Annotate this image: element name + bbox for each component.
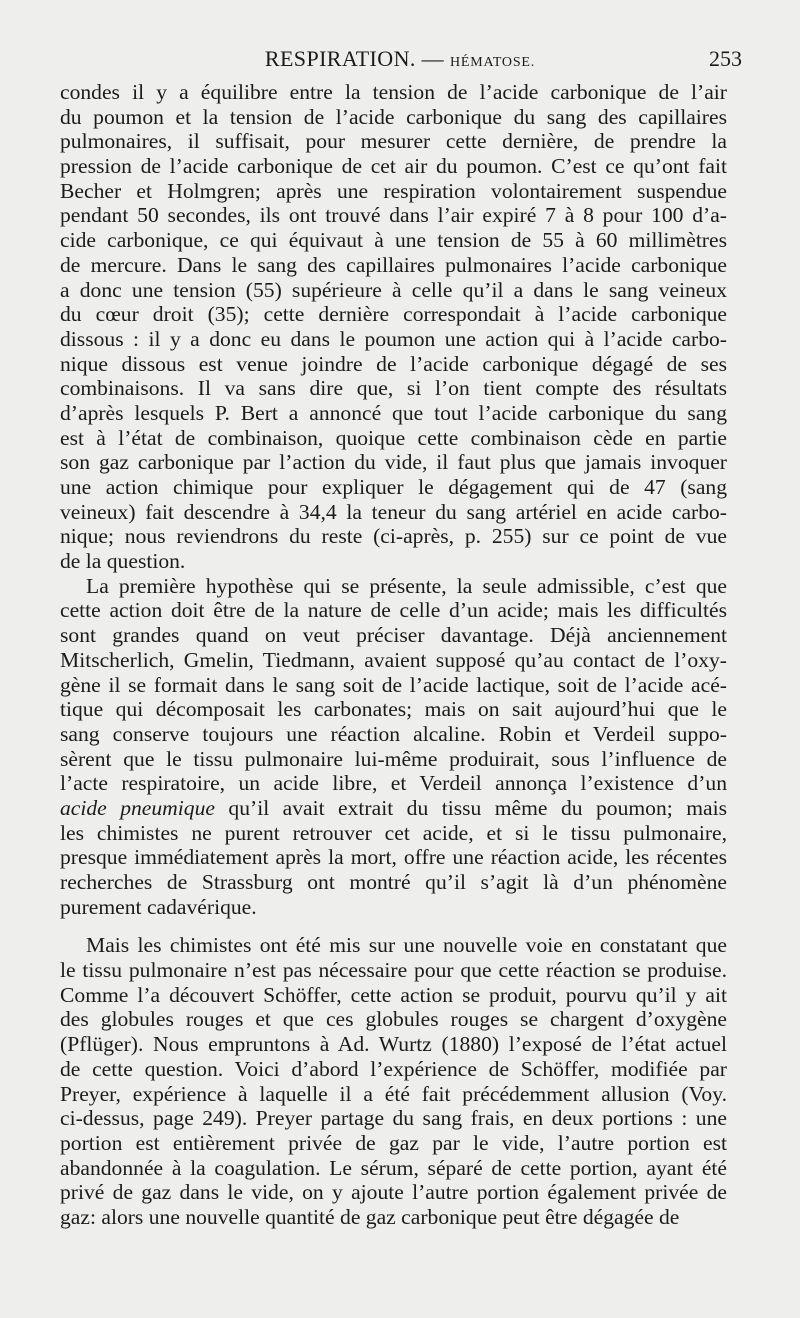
text-line: nique dissous est venue joindre de l’acide carbonique dégagé de ses	[60, 351, 727, 376]
text-line: de la question.	[60, 549, 186, 574]
text-line: condes il y a équilibre entre la tension de l’acide carbonique de l’air	[60, 80, 727, 104]
running-title-sub: HÉMATOSE.	[449, 55, 536, 70]
text-line: le tissu pulmonaire n’est pas nécessaire pour que cette réaction se produise.	[60, 958, 727, 983]
text-line: Comme l’a découvert Schöffer, cette action se produit, pourvu qu’il y ait	[60, 982, 727, 1007]
text-line: abandonnée à la coagulation. Le sérum, séparé de cette portion, ayant été	[60, 1155, 727, 1180]
text-line: du poumon et la tension de l’acide carbonique du sang des capillaires	[60, 104, 727, 129]
text-line: les chimistes ne purent retrouver cet acide, et si le tissu pulmonaire,	[60, 820, 727, 845]
paragraph	[60, 80, 727, 574]
paragraph	[60, 574, 727, 920]
text-line: pression de l’acide carbonique de cet air du poumon. C’est ce qu’ont fait	[60, 154, 727, 179]
text-line: cette action doit être de la nature de celle d’un acide; mais les difficultés	[60, 598, 727, 623]
text-line: recherches de Strassburg ont montré qu’il s’agit là d’un phénomène	[60, 870, 727, 894]
text-line: (Pflüger). Nous empruntons à Ad. Wurtz (1880) l’exposé de l’état actuel	[60, 1032, 727, 1057]
text-line: La première hypothèse qui se présente, la seule admissible, c’est que	[86, 573, 727, 598]
paragraph-gap	[60, 919, 727, 933]
running-title-separator: —	[415, 46, 450, 71]
text-line: cide carbonique, ce qui équivaut à une tension de 55 à 60 millimètres	[60, 228, 727, 253]
text-line: ci-dessus, page 249). Preyer partage du sang frais, en deux portions : une	[60, 1106, 727, 1131]
text-line: gaz: alors une nouvelle quantité de gaz carbonique peut être dégagée de	[60, 1204, 680, 1229]
text-line: gène il se formait dans le sang soit de l’acide lactique, soit de l’acide acé-	[60, 672, 727, 697]
text-line: des globules rouges et que ces globules rouges se chargent d’oxygène	[60, 1007, 727, 1032]
text-line: son gaz carbonique par l’action du vide, il faut plus que jamais invoquer	[60, 450, 727, 475]
text-line: acide pneumique qu’il avait extrait du tissu même du poumon; mais	[60, 795, 727, 820]
text-line: combinaisons. Il va sans dire que, si l’on tient compte des résultats	[60, 376, 727, 401]
text-line: sont grandes quand on veut préciser davantage. Déjà anciennement	[60, 623, 727, 648]
text-line: veineux) fait descendre à 34,4 la teneur du sang artériel en acide carbo-	[60, 499, 727, 524]
running-title	[60, 44, 740, 78]
running-title-main: RESPIRATION.	[264, 46, 416, 71]
text-line: pulmonaires, il suffisait, pour mesurer cette dernière, de prendre la	[60, 129, 727, 154]
text-line: presque immédiatement après la mort, offre une réaction acide, les récentes	[60, 845, 727, 870]
text-line: Preyer, expérience à laquelle il a été fait précédemment allusion (Voy.	[60, 1081, 727, 1106]
text-line: Mitscherlich, Gmelin, Tiedmann, avaient supposé qu’au contact de l’oxy-	[60, 647, 727, 672]
text-line: une action chimique pour expliquer le dégagement qui de 47 (sang	[60, 475, 727, 499]
text-line: est à l’état de combinaison, quoique cette combinaison cède en partie	[60, 425, 727, 450]
text-line: tique qui décomposait les carbonates; mais on sait aujourd’hui que le	[60, 697, 727, 722]
text-line: nique; nous reviendrons du reste (ci-après, p. 255) sur ce point de vue	[60, 524, 727, 549]
text-line: Becher et Holmgren; après une respiration volontairement suspendue	[60, 178, 727, 203]
text-line: dissous : il y a donc eu dans le poumon une action qui à l’acide carbo-	[60, 326, 727, 351]
text-line: de mercure. Dans le sang des capillaires pulmonaires l’acide carbonique	[60, 252, 727, 277]
running-header	[60, 44, 740, 74]
text-line: purement cadavérique.	[60, 894, 257, 919]
page-number: 253	[709, 46, 742, 71]
body-text	[60, 80, 727, 1230]
text-line: l’acte respiratoire, un acide libre, et Verdeil annonça l’existence d’un	[60, 771, 727, 796]
text-line: a donc une tension (55) supérieure à celle qu’il a dans le sang veineux	[60, 277, 727, 302]
text-line: pendant 50 secondes, ils ont trouvé dans l’air expiré 7 à 8 pour 100 d’a-	[60, 203, 727, 228]
text-line: Mais les chimistes ont été mis sur une nouvelle voie en constatant que	[86, 933, 727, 958]
text-line: sèrent que le tissu pulmonaire lui-même produirait, sous l’influence de	[60, 746, 727, 771]
text-line: d’après lesquels P. Bert a annoncé que tout l’acide carbonique du sang	[60, 400, 727, 425]
text-line: de cette question. Voici d’abord l’expérience de Schöffer, modifiée par	[60, 1056, 727, 1081]
text-line: sang conserve toujours une réaction alcaline. Robin et Verdeil suppo-	[60, 721, 727, 746]
text-line: privé de gaz dans le vide, on y ajoute l’autre portion également privée de	[60, 1180, 727, 1205]
text-line: portion est entièrement privée de gaz par le vide, l’autre portion est	[60, 1130, 727, 1155]
text-line: du cœur droit (35); cette dernière correspondait à l’acide carbonique	[60, 302, 727, 327]
paragraph	[60, 933, 727, 1229]
